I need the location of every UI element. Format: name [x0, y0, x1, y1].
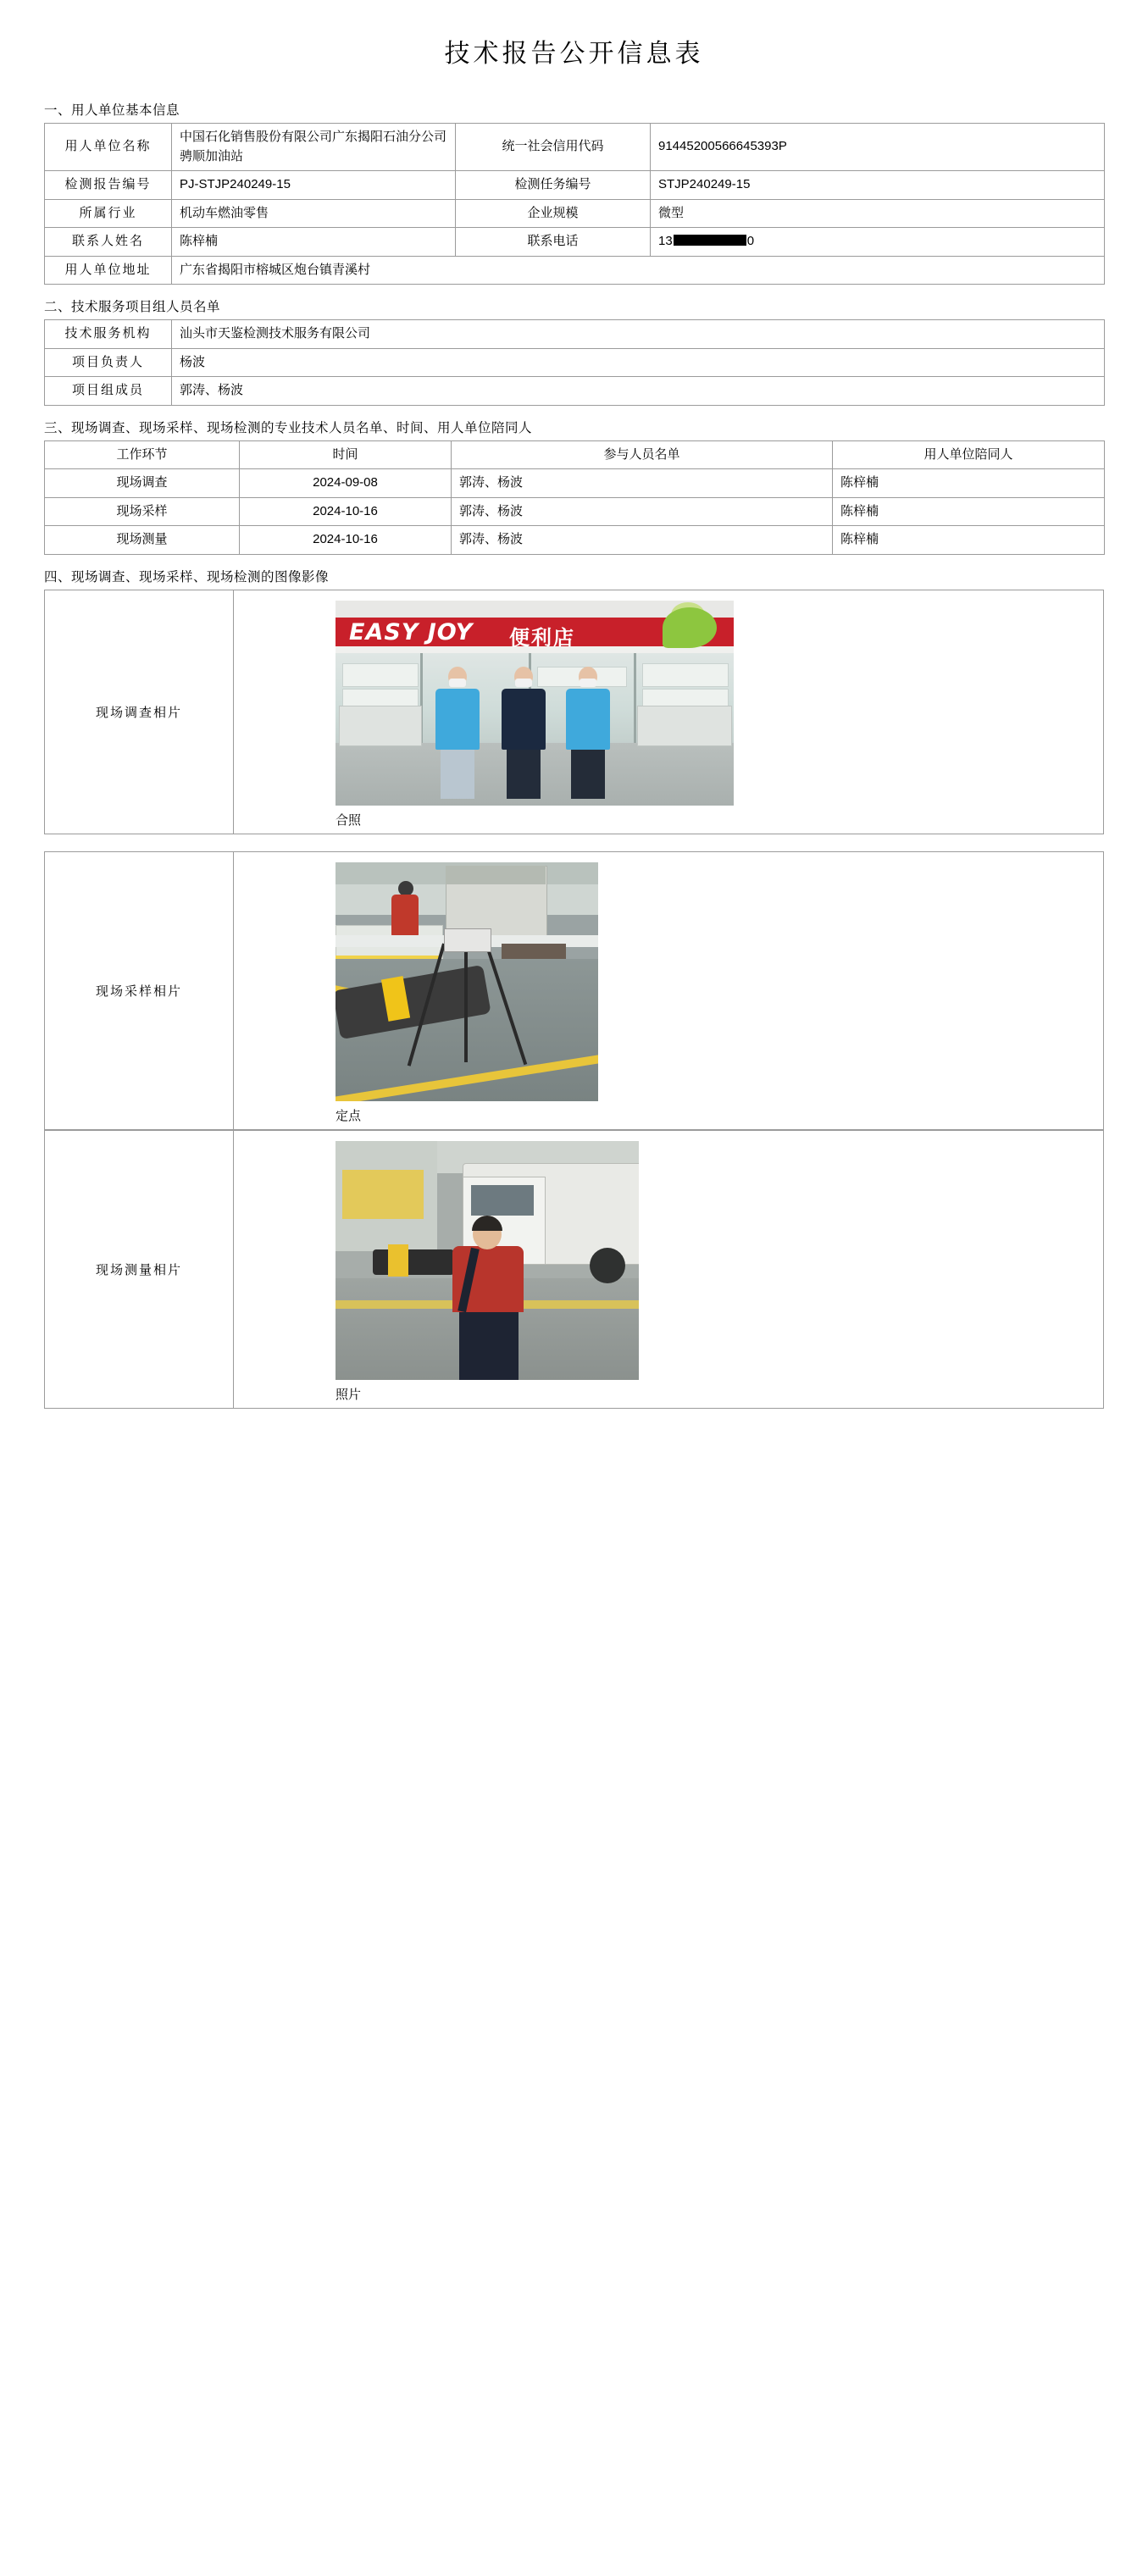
col-header-participants: 参与人员名单: [452, 440, 833, 469]
photo-table-measurement: [44, 1130, 1104, 1409]
person-middle: [502, 667, 546, 799]
caption-sampling: 定点: [336, 1108, 362, 1123]
caption-measurement: 照片: [336, 1387, 362, 1402]
section-heading-basic-info: 一、用人单位基本信息: [44, 103, 180, 118]
label-members: 项目组成员: [45, 377, 172, 406]
table-row: [45, 377, 1105, 406]
photo-image-measurement: [336, 1141, 1103, 1380]
table-row: [45, 348, 1105, 377]
value-address: 广东省揭阳市榕城区炮台镇青溪村: [172, 256, 1105, 285]
value-employer-name: 中国石化销售股份有限公司广东揭阳石油分公司骋顺加油站: [172, 124, 456, 171]
col-header-stage: 工作环节: [45, 440, 240, 469]
label-report-no: 检测报告编号: [45, 171, 172, 200]
photo-table-survey: [44, 590, 1104, 834]
sampling-photo: [336, 862, 598, 1101]
value-members: 郭涛、杨波: [172, 377, 1105, 406]
cell-stage: 现场采样: [45, 497, 240, 526]
label-task-no: 检测任务编号: [456, 171, 651, 200]
table-row: [45, 1130, 1104, 1408]
store-sign-english: EASY JOY: [349, 618, 474, 645]
table-row: [45, 851, 1104, 1129]
label-industry: 所属行业: [45, 199, 172, 228]
person-left: [435, 667, 480, 799]
label-contact-phone: 联系电话: [456, 228, 651, 257]
cell-participants: 郭涛、杨波: [452, 526, 833, 555]
measurement-photo: [336, 1141, 639, 1380]
caption-survey: 合照: [336, 812, 362, 828]
photo-table-sampling: [44, 851, 1104, 1130]
table-row: [45, 124, 1105, 171]
cell-date: 2024-09-08: [240, 469, 452, 498]
value-organization: 汕头市天鉴检测技术服务有限公司: [172, 320, 1105, 349]
table-row: [45, 497, 1105, 526]
team-table: [44, 319, 1105, 406]
table-row: [45, 320, 1105, 349]
table-row: [45, 590, 1104, 834]
redaction-bar: [674, 235, 746, 246]
onsite-table: [44, 440, 1105, 555]
label-scale: 企业规模: [456, 199, 651, 228]
cell-participants: 郭涛、杨波: [452, 497, 833, 526]
cell-accompanier: 陈梓楠: [833, 469, 1105, 498]
value-credit-code: 91445200566645393P: [651, 124, 1105, 171]
cell-accompanier: 陈梓楠: [833, 526, 1105, 555]
label-credit-code: 统一社会信用代码: [456, 124, 651, 171]
table-row: [45, 469, 1105, 498]
label-address: 用人单位地址: [45, 256, 172, 285]
cell-stage: 现场调查: [45, 469, 240, 498]
value-scale: 微型: [651, 199, 1105, 228]
cell-accompanier: 陈梓楠: [833, 497, 1105, 526]
phone-suffix: 0: [746, 234, 755, 248]
table-row: [45, 171, 1105, 200]
table-row: [45, 228, 1105, 257]
page-title: 技术报告公开信息表: [444, 40, 704, 68]
section-heading-team: 二、技术服务项目组人员名单: [44, 300, 221, 314]
cell-date: 2024-10-16: [240, 526, 452, 555]
cell-date: 2024-10-16: [240, 497, 452, 526]
sampling-photo-cell: [234, 851, 1104, 1129]
store-sign-chinese: 便利店: [509, 626, 575, 650]
photo-image-survey: [336, 601, 1103, 806]
cell-participants: 郭涛、杨波: [452, 469, 833, 498]
measurement-photo-cell: [234, 1130, 1104, 1408]
label-organization: 技术服务机构: [45, 320, 172, 349]
value-industry: 机动车燃油零售: [172, 199, 456, 228]
value-contact-name: 陈梓楠: [172, 228, 456, 257]
basic-info-table: [44, 123, 1105, 285]
label-contact-name: 联系人姓名: [45, 228, 172, 257]
col-header-accompanier: 用人单位陪同人: [833, 440, 1105, 469]
phone-prefix: 13: [658, 234, 673, 248]
label-employer-name: 用人单位名称: [45, 124, 172, 171]
value-task-no: STJP240249-15: [651, 171, 1105, 200]
col-header-date: 时间: [240, 440, 452, 469]
value-contact-phone: [651, 228, 1105, 257]
table-row: [45, 199, 1105, 228]
value-leader: 杨波: [172, 348, 1105, 377]
table-row: [45, 256, 1105, 285]
table-header-row: [45, 440, 1105, 469]
section-heading-onsite: 三、现场调查、现场采样、现场检测的专业技术人员名单、时间、用人单位陪同人: [44, 420, 533, 435]
value-report-no: PJ-STJP240249-15: [172, 171, 456, 200]
section-heading-photos: 四、现场调查、现场采样、现场检测的图像影像: [44, 569, 330, 584]
cell-stage: 现场测量: [45, 526, 240, 555]
label-survey-photo: 现场调查相片: [45, 590, 234, 834]
survey-photo-cell: [234, 590, 1104, 834]
label-measurement-photo: 现场测量相片: [45, 1130, 234, 1408]
person-right: [566, 667, 610, 799]
label-sampling-photo: 现场采样相片: [45, 851, 234, 1129]
label-leader: 项目负责人: [45, 348, 172, 377]
photo-image-sampling: [336, 862, 1103, 1101]
storefront-photo: [336, 601, 734, 806]
table-row: [45, 526, 1105, 555]
